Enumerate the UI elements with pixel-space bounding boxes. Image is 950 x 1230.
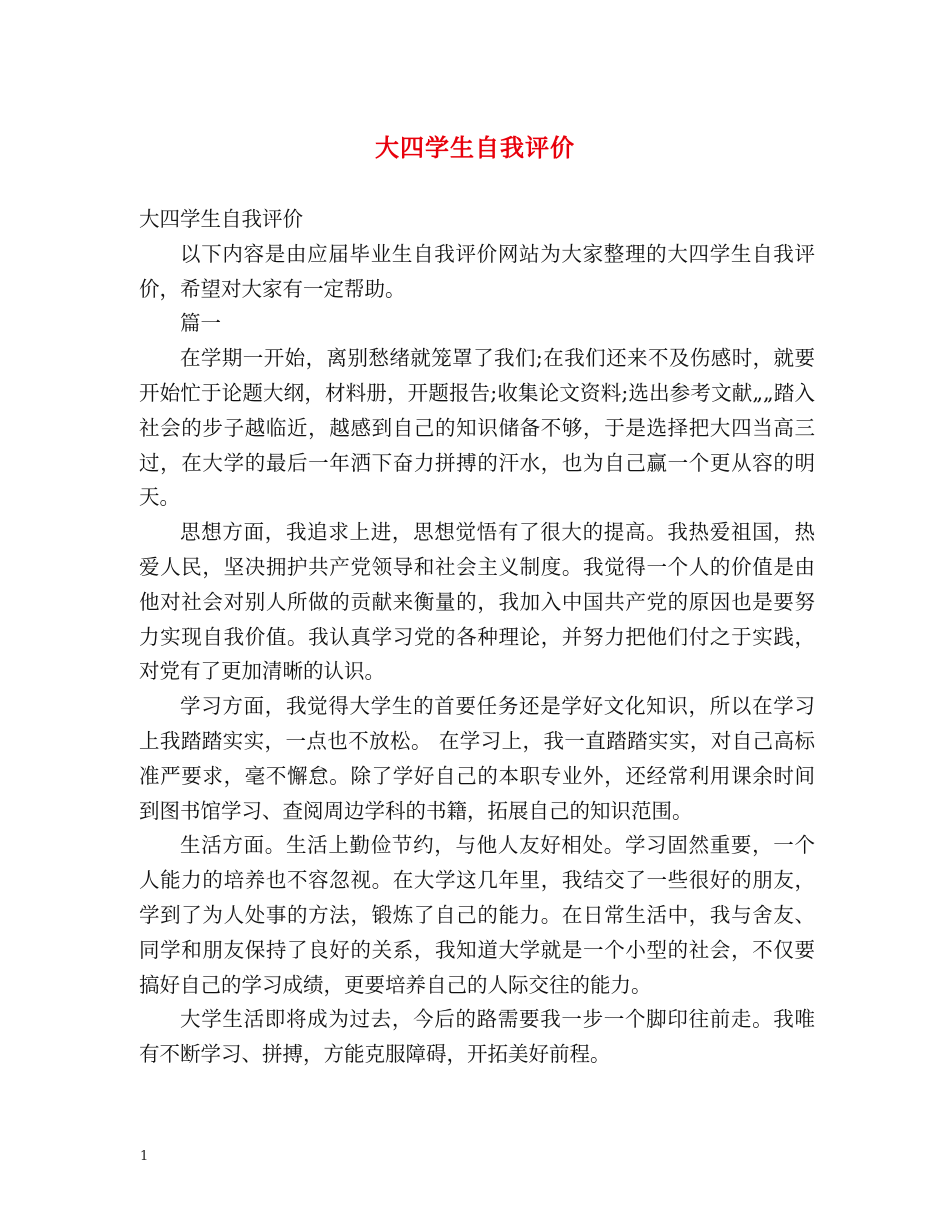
document-title: 大四学生自我评价 — [375, 133, 575, 162]
body-paragraph: 生活方面。生活上勤俭节约，与他人友好相处。学习固然重要，一个人能力的培养也不容忽视。在大学这几年里，我结交了一些很好的朋友，学到了为人处事的方法，锻炼了自己的能力。在日常生活中，我与舍友、同学和朋友保持了良好的关系，我知道大学就是一个小型的社会，不仅要搞好自己的学习成绩，更要培养自己的人际交往的能力。 — [139, 833, 815, 997]
page-number: 1 — [140, 1149, 149, 1164]
body-paragraph: 在学期一开始，离别愁绪就笼罩了我们;在我们还来不及伤感时，就要开始忙于论题大纲，材料册，开题报告;收集论文资料;选出参考文献„„踏入社会的步子越临近，越感到自己的知识储备不够，于是选择把大四当高三过，在大学的最后一年洒下奋力拼搏的汗水，也为自己赢一个更从容的明天。 — [139, 346, 815, 510]
section-heading: 篇一 — [180, 311, 221, 336]
body-paragraph: 思想方面，我追求上进，思想觉悟有了很大的提高。我热爱祖国，热爱人民，坚决拥护共产党领导和社会主义制度。我觉得一个人的价值是由他对社会对别人所做的贡献来衡量的，我加入中国共产党的原因也是要努力实现自我价值。我认真学习党的各种理论，并努力把他们付之于实践，对党有了更加清晰的认识。 — [139, 520, 815, 684]
document-body — [139, 202, 815, 1072]
subtitle-paragraph: 大四学生自我评价 — [139, 207, 303, 231]
intro-paragraph: 以下内容是由应届毕业生自我评价网站为大家整理的大四学生自我评价，希望对大家有一定帮助。 — [139, 241, 815, 301]
body-paragraph: 大学生活即将成为过去，今后的路需要我一步一个脚印往前走。我唯有不断学习、拼搏，方能克服障碍，开拓美好前程。 — [139, 1007, 815, 1067]
body-paragraph: 学习方面，我觉得大学生的首要任务还是学好文化知识，所以在学习上我踏踏实实，一点也不放松。 在学习上，我一直踏踏实实，对自己高标准严要求，毫不懈怠。除了学好自己的本职专业外，还经常利用课余时间到图书馆学习、查阅周边学科的书籍，拓展自己的知识范围。 — [139, 694, 815, 823]
